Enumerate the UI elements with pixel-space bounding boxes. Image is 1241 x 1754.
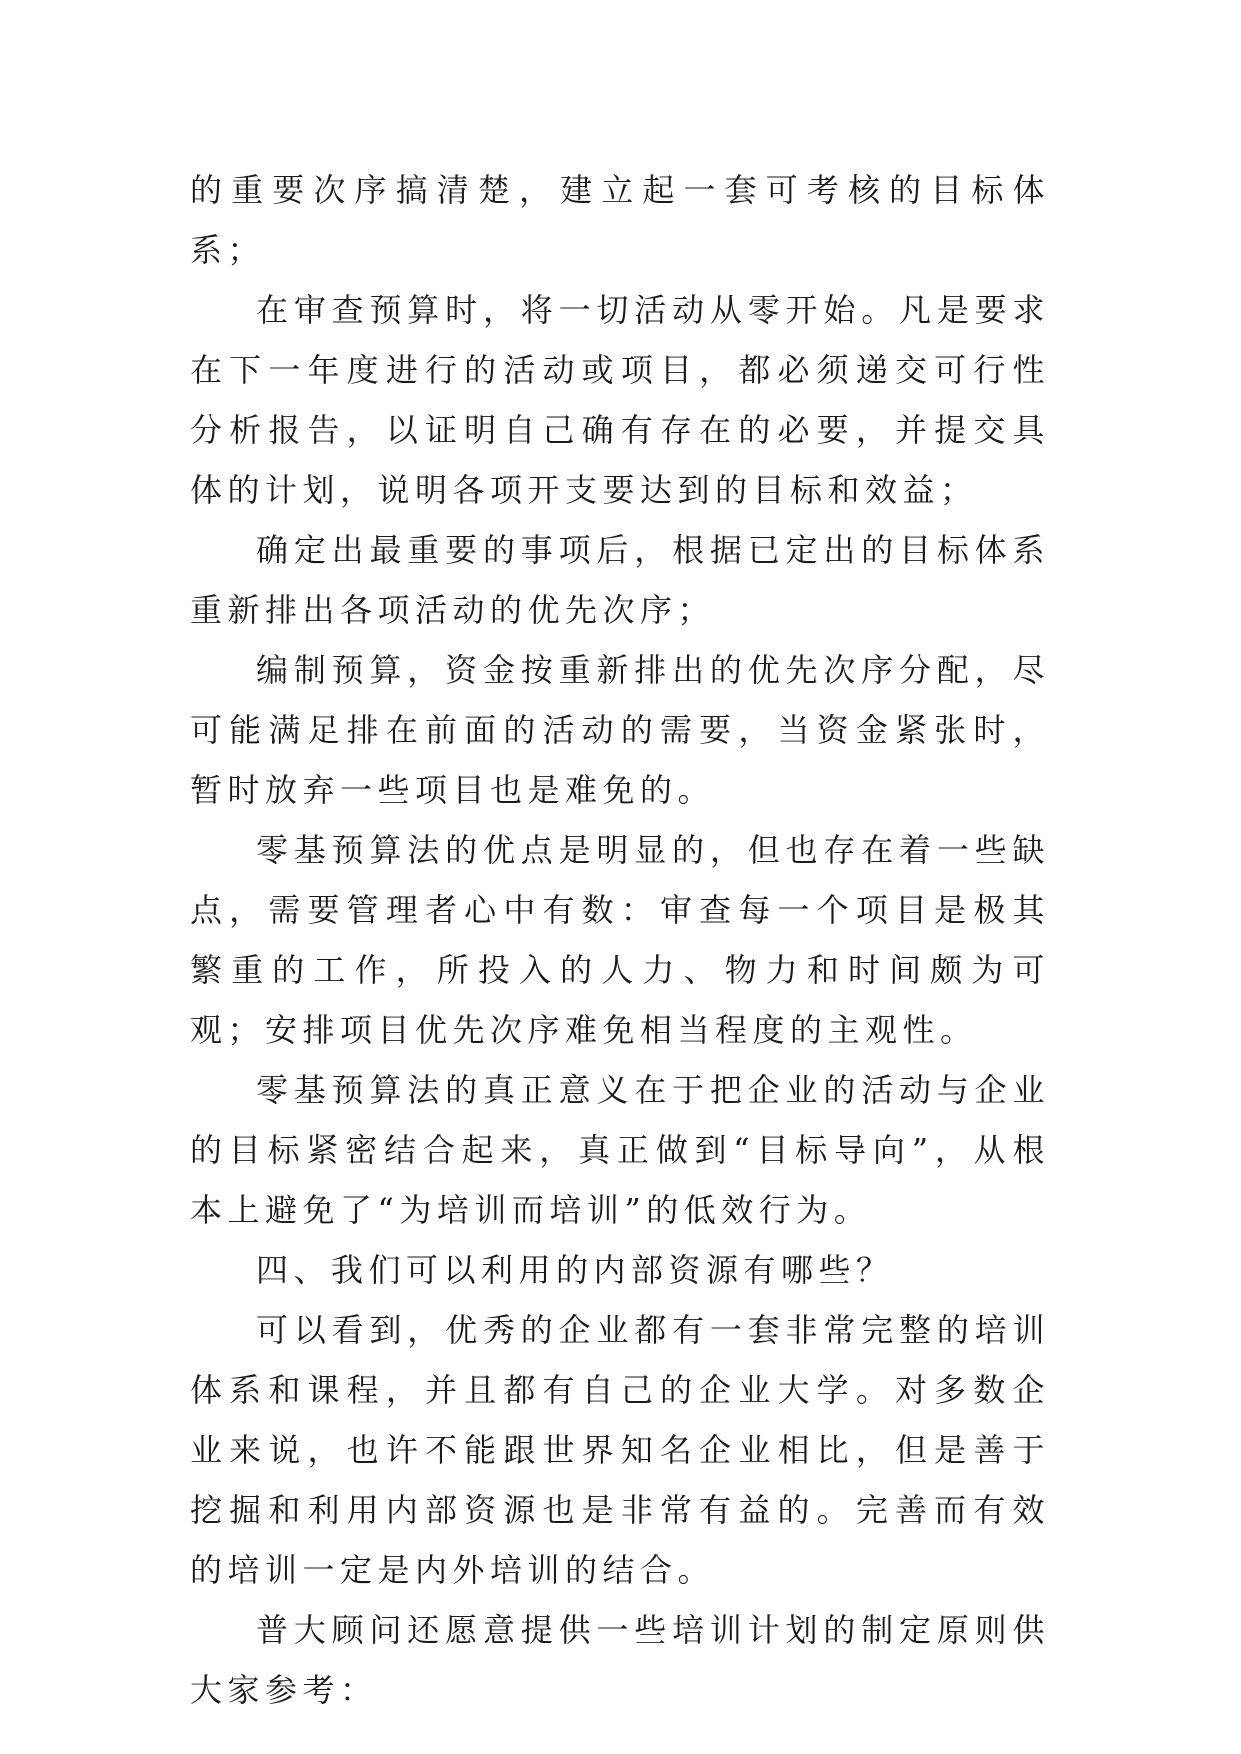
paragraph-6: 零基预算法的真正意义在于把企业的活动与企业的目标紧密结合起来，真正做到“目标导向”，从根本上避免了“为培训而培训”的低效行为。 <box>190 1071 1050 1229</box>
document-body <box>190 160 1050 1720</box>
section-heading: 四、我们可以利用的内部资源有哪些？ <box>256 1251 894 1289</box>
paragraph-2: 在审查预算时，将一切活动从零开始。凡是要求在下一年度进行的活动或项目，都必须递交可行性分析报告，以证明自己确有存在的必要，并提交具体的计划，说明各项开支要达到的目标和效益； <box>190 291 1050 509</box>
paragraph-7: 可以看到，优秀的企业都有一套非常完整的培训体系和课程，并且都有自己的企业大学。对多数企业来说，也许不能跟世界知名企业相比，但是善于挖掘和利用内部资源也是非常有益的。完善而有效的培训一定是内外培训的结合。 <box>190 1311 1050 1589</box>
paragraph-8: 普大顾问还愿意提供一些培训计划的制定原则供大家参考： <box>190 1611 1050 1709</box>
paragraph-1: 的重要次序搞清楚，建立起一套可考核的目标体系； <box>190 171 1050 269</box>
paragraph-4: 编制预算，资金按重新排出的优先次序分配，尽可能满足排在前面的活动的需要，当资金紧张时，暂时放弃一些项目也是难免的。 <box>190 651 1050 809</box>
paragraph-5: 零基预算法的优点是明显的，但也存在着一些缺点，需要管理者心中有数：审查每一个项目是极其繁重的工作，所投入的人力、物力和时间颇为可观；安排项目优先次序难免相当程度的主观性。 <box>190 831 1050 1049</box>
paragraph-3: 确定出最重要的事项后，根据已定出的目标体系重新排出各项活动的优先次序； <box>190 531 1050 629</box>
